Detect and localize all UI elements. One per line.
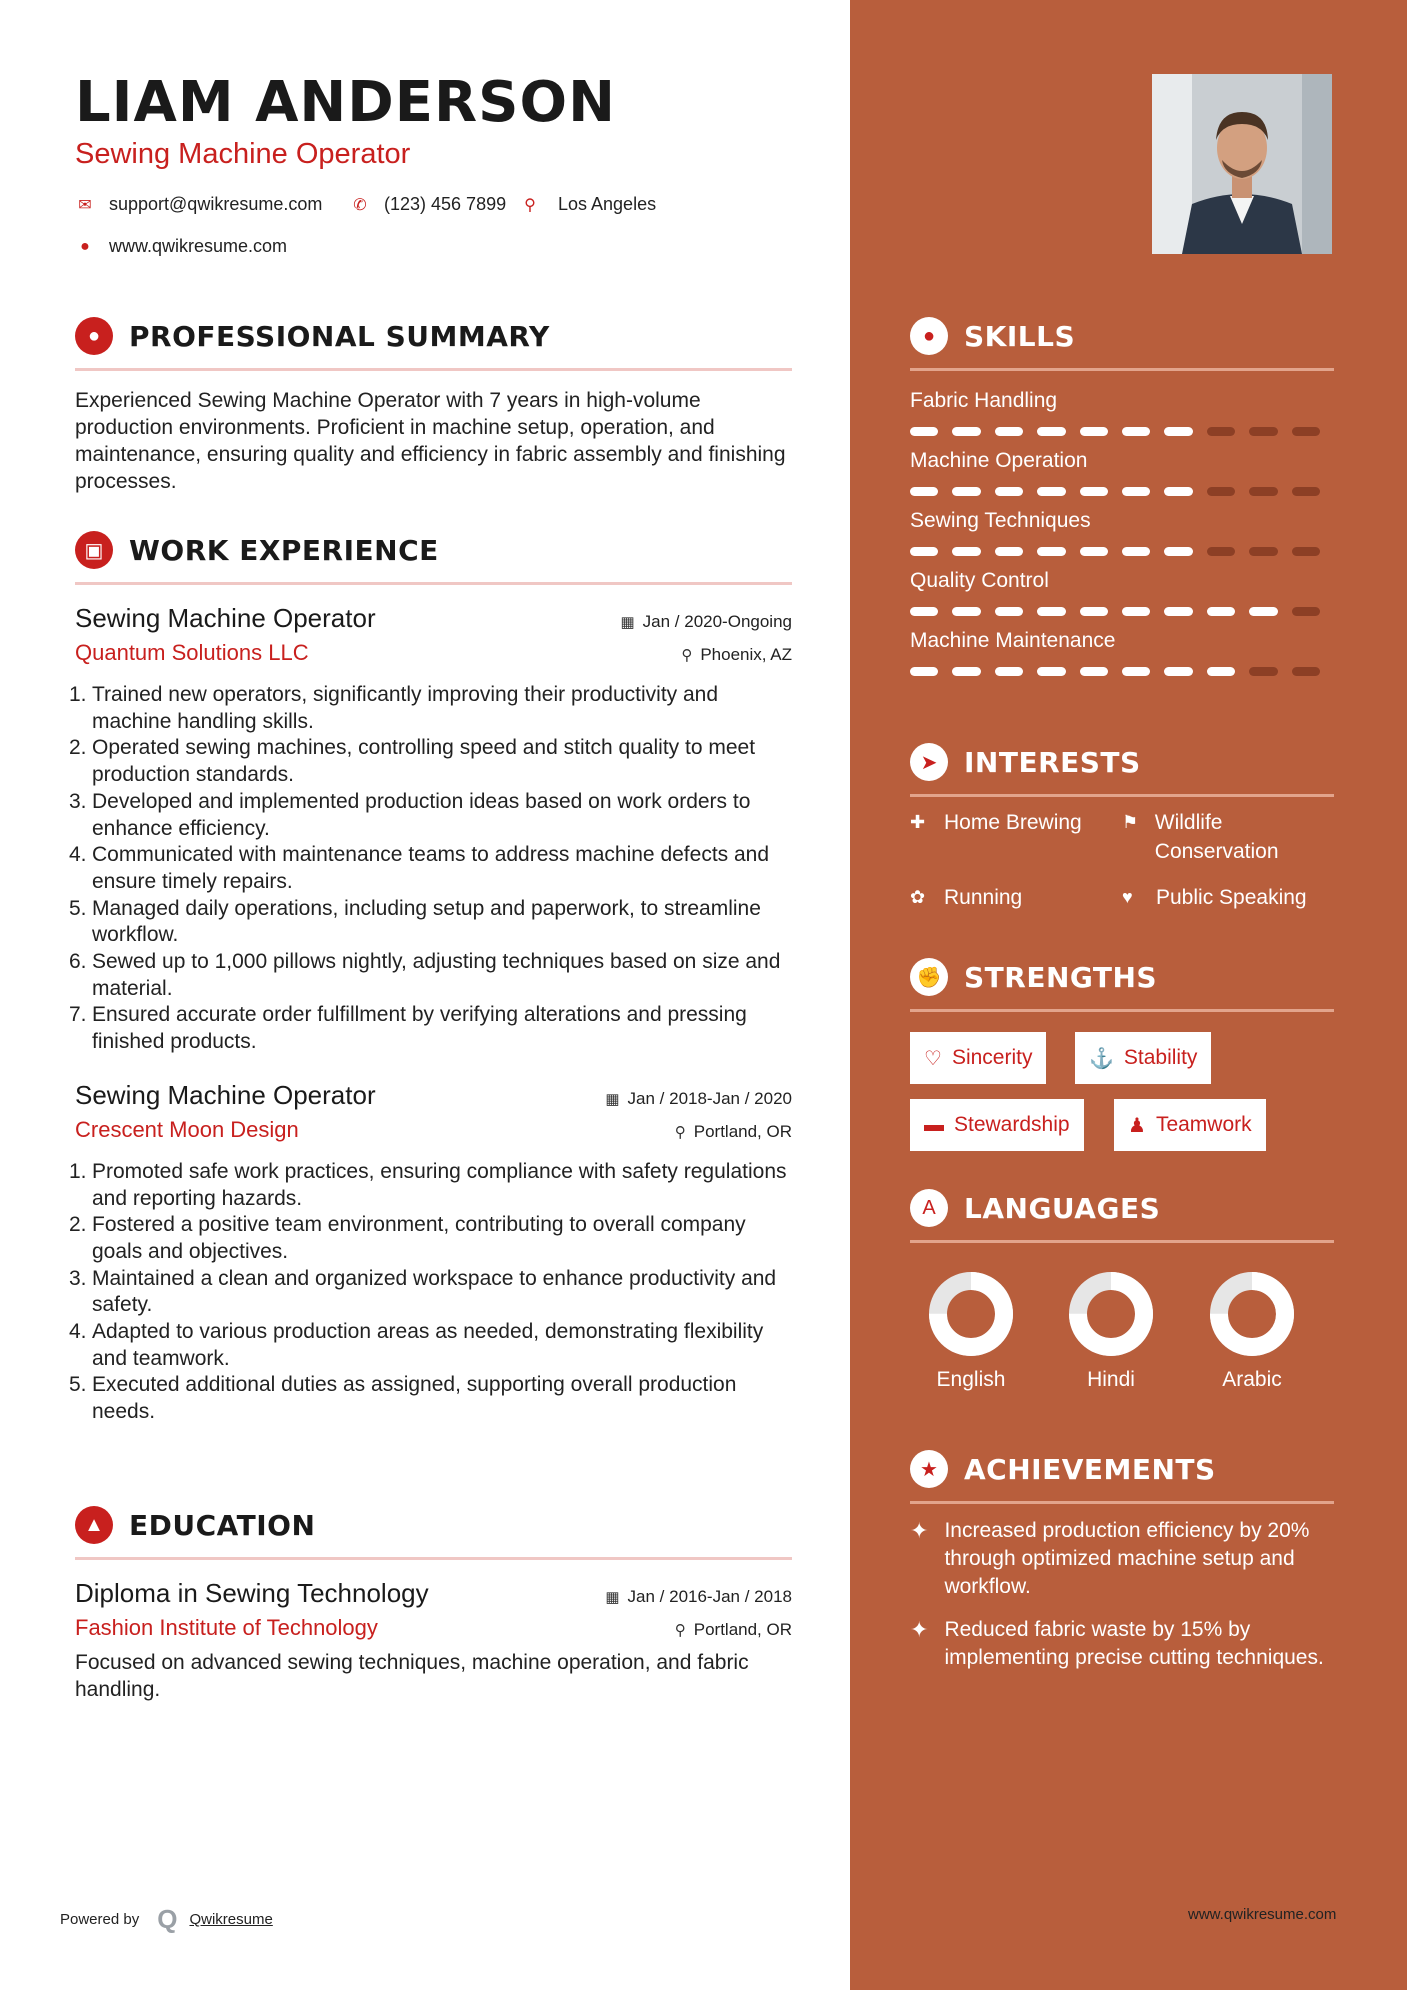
skill-dot [910,547,938,556]
section-skills [910,314,1334,689]
calendar-icon: ▦ [605,1589,620,1606]
language-item [1051,1272,1171,1392]
skill-dot [1080,547,1108,556]
section-interests [910,740,1334,797]
candidate-title: Sewing Machine Operator [75,138,411,170]
skill-dot [995,487,1023,496]
skill-dot [1122,427,1150,436]
skill-dot [1292,607,1320,616]
strength-tag: ▬ Stewardship [910,1099,1084,1151]
skill-item [910,389,1334,436]
skill-meter [910,607,1334,616]
skill-dot [1207,547,1235,556]
globe-icon: ● [80,237,90,255]
puzzle-icon: ✚ [910,812,926,832]
skill-dot [910,607,938,616]
skill-name: Machine Maintenance [910,629,1116,652]
skill-dot [995,607,1023,616]
divider [910,1009,1334,1012]
qwikresume-logo-icon: Q [157,1904,178,1934]
skill-dot [952,607,980,616]
paw-icon: ✿ [910,887,926,907]
bullet-item: 3. Maintained a clean and organized workspace to enhance productivity and safety. [69,1266,777,1317]
skill-dot [910,427,938,436]
skill-dot [1037,607,1065,616]
language-donut [1069,1272,1153,1356]
skill-dot [1037,487,1065,496]
skill-dot [995,667,1023,676]
pin-icon: ⚲ [674,1622,686,1639]
bullet-item: 1. Promoted safe work practices, ensuring compliance with safety regulations and reporting hazards. [69,1159,787,1210]
star-icon: ★ [910,1450,948,1488]
map-marker-icon: ⚲ [524,196,536,214]
skill-dot [952,667,980,676]
strength-tag: ♡ Sincerity [910,1032,1046,1084]
job-location: ⚲ Portland, OR [674,1121,792,1141]
skill-dot [995,547,1023,556]
interest-item: ⚑ Wildlife Conservation [1122,808,1342,866]
job-entry [69,1079,792,1426]
lightbulb-icon: ● [910,317,948,355]
divider [75,368,792,371]
skill-item [910,449,1334,496]
skill-dot [952,427,980,436]
languages-heading: LANGUAGES [964,1191,1161,1225]
language-name: Hindi [1087,1368,1135,1391]
edu-dates: ▦ Jan / 2016-Jan / 2018 [605,1587,792,1606]
skill-dot [1164,607,1192,616]
edu-text: Focused on advanced sewing techniques, machine operation, and fabric handling. [75,1651,749,1701]
summary-heading: PROFESSIONAL SUMMARY [129,319,550,353]
interest-item: ✚ Home Brewing [910,808,1082,837]
section-strengths [910,955,1334,1012]
calendar-icon: ▦ [605,1090,620,1108]
contact-location: ⚲ Los Angeles [520,194,656,215]
interest-item: ♥ Public Speaking [1122,883,1307,912]
skills-heading: SKILLS [964,319,1076,353]
skill-item [910,509,1334,556]
candidate-name: LIAM ANDERSON [75,70,616,135]
skill-name: Sewing Techniques [910,509,1091,532]
language-item [911,1272,1031,1392]
job-bullets [69,1159,792,1426]
job-bullets [69,682,792,1056]
skill-meter [910,427,1334,436]
skill-dot [1292,487,1320,496]
skill-name: Fabric Handling [910,389,1058,412]
skill-dot [910,667,938,676]
footer-site[interactable]: www.qwikresume.com [1188,1906,1337,1923]
footer-brand-link[interactable]: Qwikresume [189,1911,273,1928]
strengths-heading: STRENGTHS [964,960,1158,994]
experience-heading: WORK EXPERIENCE [129,533,439,567]
skill-dot [1037,667,1065,676]
edu-location: ⚲ Portland, OR [674,1620,792,1639]
flag-icon: ⚑ [1122,812,1139,832]
divider [910,1240,1334,1243]
calendar-icon: ▦ [620,614,635,631]
strength-tag: ⚓ Stability [1075,1032,1211,1084]
skill-item [910,569,1334,616]
job-location: ⚲ Phoenix, AZ [681,645,792,664]
footer-powered: Powered by Q Qwikresume [60,1904,273,1934]
skill-dot [1080,427,1108,436]
paper-plane-icon: ➤ [910,743,948,781]
skill-dot [1164,427,1192,436]
briefcase-icon: ▬ [924,1113,944,1136]
profile-photo [1152,74,1332,254]
skill-meter [910,487,1334,496]
degree: Diploma in Sewing Technology [75,1578,429,1608]
school: Fashion Institute of Technology [75,1615,378,1640]
bullet-item: 4. Adapted to various production areas as needed, demonstrating flexibility and teamwork. [69,1320,764,1370]
skill-dot [1207,427,1235,436]
skill-dot [1037,427,1065,436]
achievement-item: ✦ Reduced fabric waste by 15% by implementing precise cutting techniques. [910,1616,1334,1672]
skill-name: Quality Control [910,569,1049,592]
skill-dot [1207,607,1235,616]
interests-heading: INTERESTS [964,745,1141,779]
bullet-item: 1. Trained new operators, significantly improving their productivity and machine handling skills. [69,683,719,733]
bullet-item: 3. Developed and implemented production ideas based on work orders to enhance efficiency. [69,789,751,840]
skill-dot [1122,547,1150,556]
divider [910,368,1334,371]
skill-dot [1037,547,1065,556]
achievements-heading: ACHIEVEMENTS [964,1452,1216,1486]
skill-dot [1122,487,1150,496]
pin-icon: ⚲ [681,647,693,664]
envelope-icon: ✉ [78,196,92,214]
users-icon: ♟ [1128,1114,1146,1137]
skill-dot [952,547,980,556]
skill-dot [1249,487,1277,496]
bullet-item: 4. Communicated with maintenance teams to address machine defects and ensure timely repairs. [69,843,770,893]
briefcase-icon: ▣ [75,531,113,569]
job-company: Quantum Solutions LLC [75,640,309,665]
skill-dot [1292,427,1320,436]
fist-icon: ✊ [910,958,948,996]
skill-dot [1164,487,1192,496]
skill-dot [995,427,1023,436]
bullet-item: 5. Managed daily operations, including setup and paperwork, to streamline workflow. [69,896,761,947]
contact-website[interactable]: ● www.qwikresume.com [75,236,287,257]
section-experience [69,528,792,1426]
heartbeat-icon: ♥ [1122,887,1133,907]
education-heading: EDUCATION [129,1508,316,1542]
strength-tag: ♟ Teamwork [1114,1099,1266,1151]
job-dates: ▦ Jan / 2020-Ongoing [620,612,792,631]
skill-dot [952,487,980,496]
achievement-item: ✦ Increased production efficiency by 20% through optimized machine setup and workflow. [910,1517,1334,1601]
language-item [1192,1272,1312,1392]
skill-meter [910,667,1334,676]
bullet-item: 2. Fostered a positive team environment, contributing to overall company goals and objectives. [69,1213,746,1263]
section-summary [75,314,792,495]
bullet-item: 7. Ensured accurate order fulfillment by verifying alterations and pressing finished products. [69,1003,747,1054]
contact-phone[interactable]: ✆ (123) 456 7899 [350,194,506,215]
phone-icon: ✆ [353,196,367,214]
skill-dot [1164,547,1192,556]
skill-dot [1080,487,1108,496]
anchor-icon: ⚓ [1089,1047,1114,1070]
skill-dot [1249,667,1277,676]
language-name: Arabic [1222,1368,1282,1391]
skill-dot [1207,667,1235,676]
skill-dot [1292,667,1320,676]
divider [75,1557,792,1560]
interest-item: ✿ Running [910,883,1022,912]
job-entry [69,603,792,1056]
job-company: Crescent Moon Design [75,1116,299,1142]
job-title: Sewing Machine Operator [75,603,376,633]
summary-text: Experienced Sewing Machine Operator with 7 years in high-volume production environments. Proficient in machine setup, operation, and maintenance, ensuring quality and efficiency in fabric assembly and finishing processes. [75,389,786,493]
language-icon: A [910,1189,948,1227]
skill-name: Machine Operation [910,449,1088,472]
divider [910,1501,1334,1504]
language-donut [1210,1272,1294,1356]
job-title: Sewing Machine Operator [75,1079,376,1110]
skill-dot [1249,607,1277,616]
skill-meter [910,547,1334,556]
skill-dot [1249,547,1277,556]
graduation-icon: ▲ [75,1506,113,1544]
bullet-item: 5. Executed additional duties as assigned, supporting overall production needs. [69,1373,737,1424]
skill-dot [1080,607,1108,616]
skill-dot [1122,607,1150,616]
skill-dot [1122,667,1150,676]
divider [910,794,1334,797]
bullet-item: 6. Sewed up to 1,000 pillows nightly, adjusting techniques based on size and material. [69,950,781,1000]
skill-dot [1080,667,1108,676]
contact-email[interactable]: ✉ support@qwikresume.com [75,194,322,215]
divider [75,582,792,585]
skill-dot [1207,487,1235,496]
section-education [75,1503,792,1703]
skill-dot [910,487,938,496]
user-icon: ● [75,317,113,355]
pin-icon: ⚲ [674,1123,686,1141]
shooting-star-icon: ✦ [910,1518,929,1543]
skill-item [910,629,1334,676]
section-achievements [910,1447,1334,1504]
skills-list [910,389,1334,676]
language-donut [929,1272,1013,1356]
bullet-item: 2. Operated sewing machines, controlling speed and stitch quality to meet production standards. [69,736,756,787]
skill-dot [1164,667,1192,676]
skill-dot [1292,547,1320,556]
shooting-star-icon: ✦ [910,1617,929,1642]
section-languages [910,1186,1334,1243]
job-dates: ▦ Jan / 2018-Jan / 2020 [605,1088,792,1108]
language-name: English [936,1368,1006,1391]
heart-icon: ♡ [924,1047,942,1070]
skill-dot [1249,427,1277,436]
